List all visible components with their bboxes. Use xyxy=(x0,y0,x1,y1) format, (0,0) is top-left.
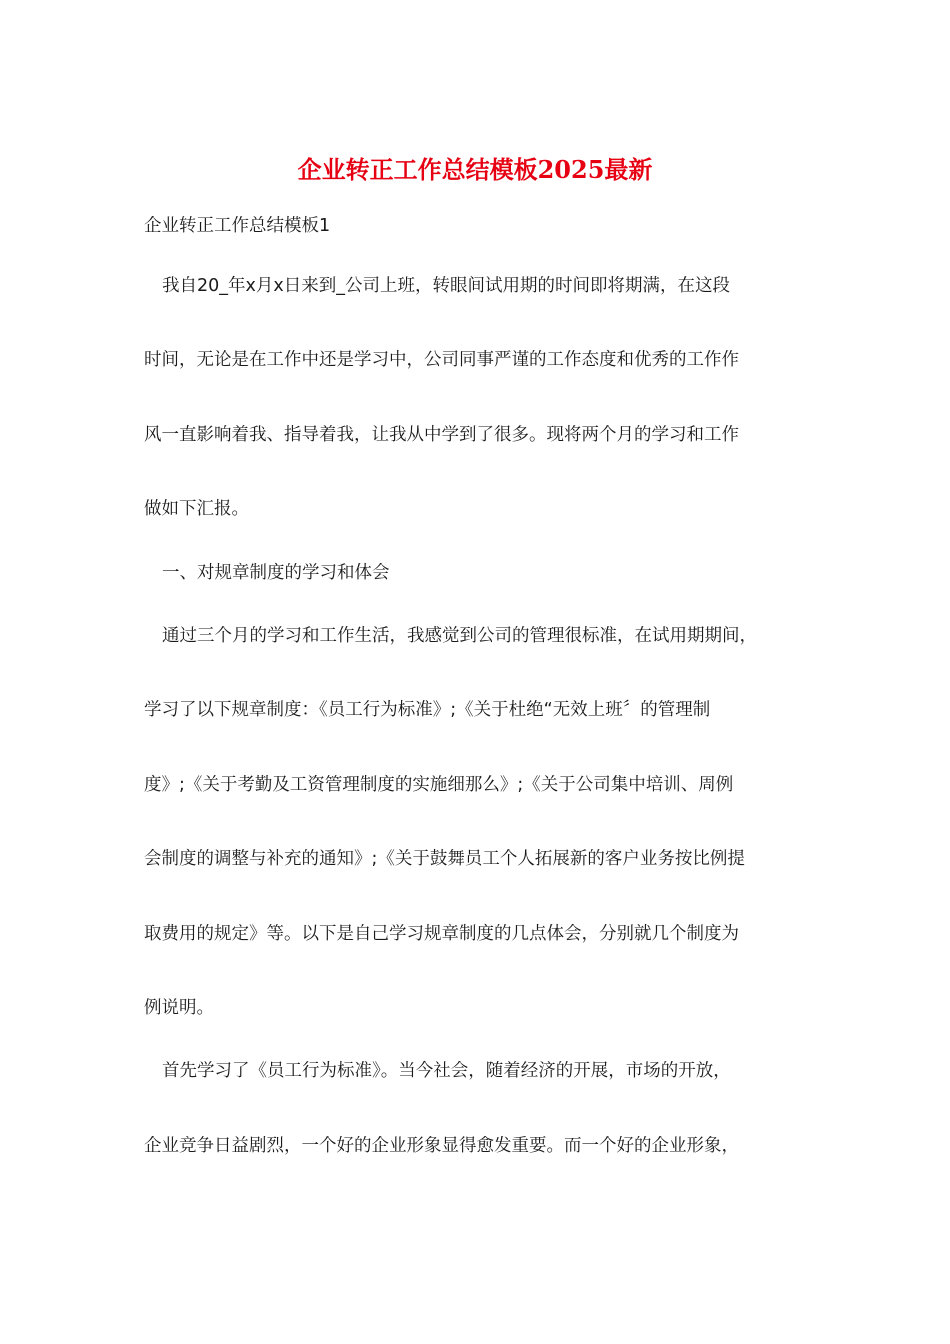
section-subtitle: 企业转正工作总结模板1 xyxy=(144,216,331,236)
paragraph-line: 度》;《关于考勤及工资管理制度的实施细那么》;《关于公司集中培训、周例 xyxy=(144,775,734,795)
paragraph-line: 时间，无论是在工作中还是学习中，公司同事严谨的工作态度和优秀的工作作 xyxy=(144,350,739,370)
paragraph-line: 风一直影响着我、指导着我，让我从中学到了很多。现将两个月的学习和工作 xyxy=(144,425,739,445)
paragraph-line: 企业竞争日益剧烈，一个好的企业形象显得愈发重要。而一个好的企业形象， xyxy=(144,1136,739,1156)
paragraph-line: 我自20_年x月x日来到_公司上班，转眼间试用期的时间即将期满，在这段 xyxy=(162,276,730,296)
section-heading: 一、对规章制度的学习和体会 xyxy=(162,563,390,583)
paragraph-line: 会制度的调整与补充的通知》;《关于鼓舞员工个人拓展新的客户业务按比例提 xyxy=(144,849,745,869)
paragraph-line: 首先学习了《员工行为标准》。当今社会，随着经济的开展，市场的开放， xyxy=(162,1061,731,1081)
document-title: 企业转正工作总结模板2025最新 xyxy=(297,155,653,184)
paragraph-line: 学习了以下规章制度：《员工行为标准》;《关于杜绝“无效上班〞的管理制 xyxy=(144,700,711,720)
paragraph-line: 通过三个月的学习和工作生活，我感觉到公司的管理很标准，在试用期期间， xyxy=(162,626,757,646)
paragraph-line: 做如下汇报。 xyxy=(144,499,249,519)
paragraph-line: 例说明。 xyxy=(144,998,214,1018)
paragraph-line: 取费用的规定》等。以下是自己学习规章制度的几点体会，分别就几个制度为 xyxy=(144,924,739,944)
